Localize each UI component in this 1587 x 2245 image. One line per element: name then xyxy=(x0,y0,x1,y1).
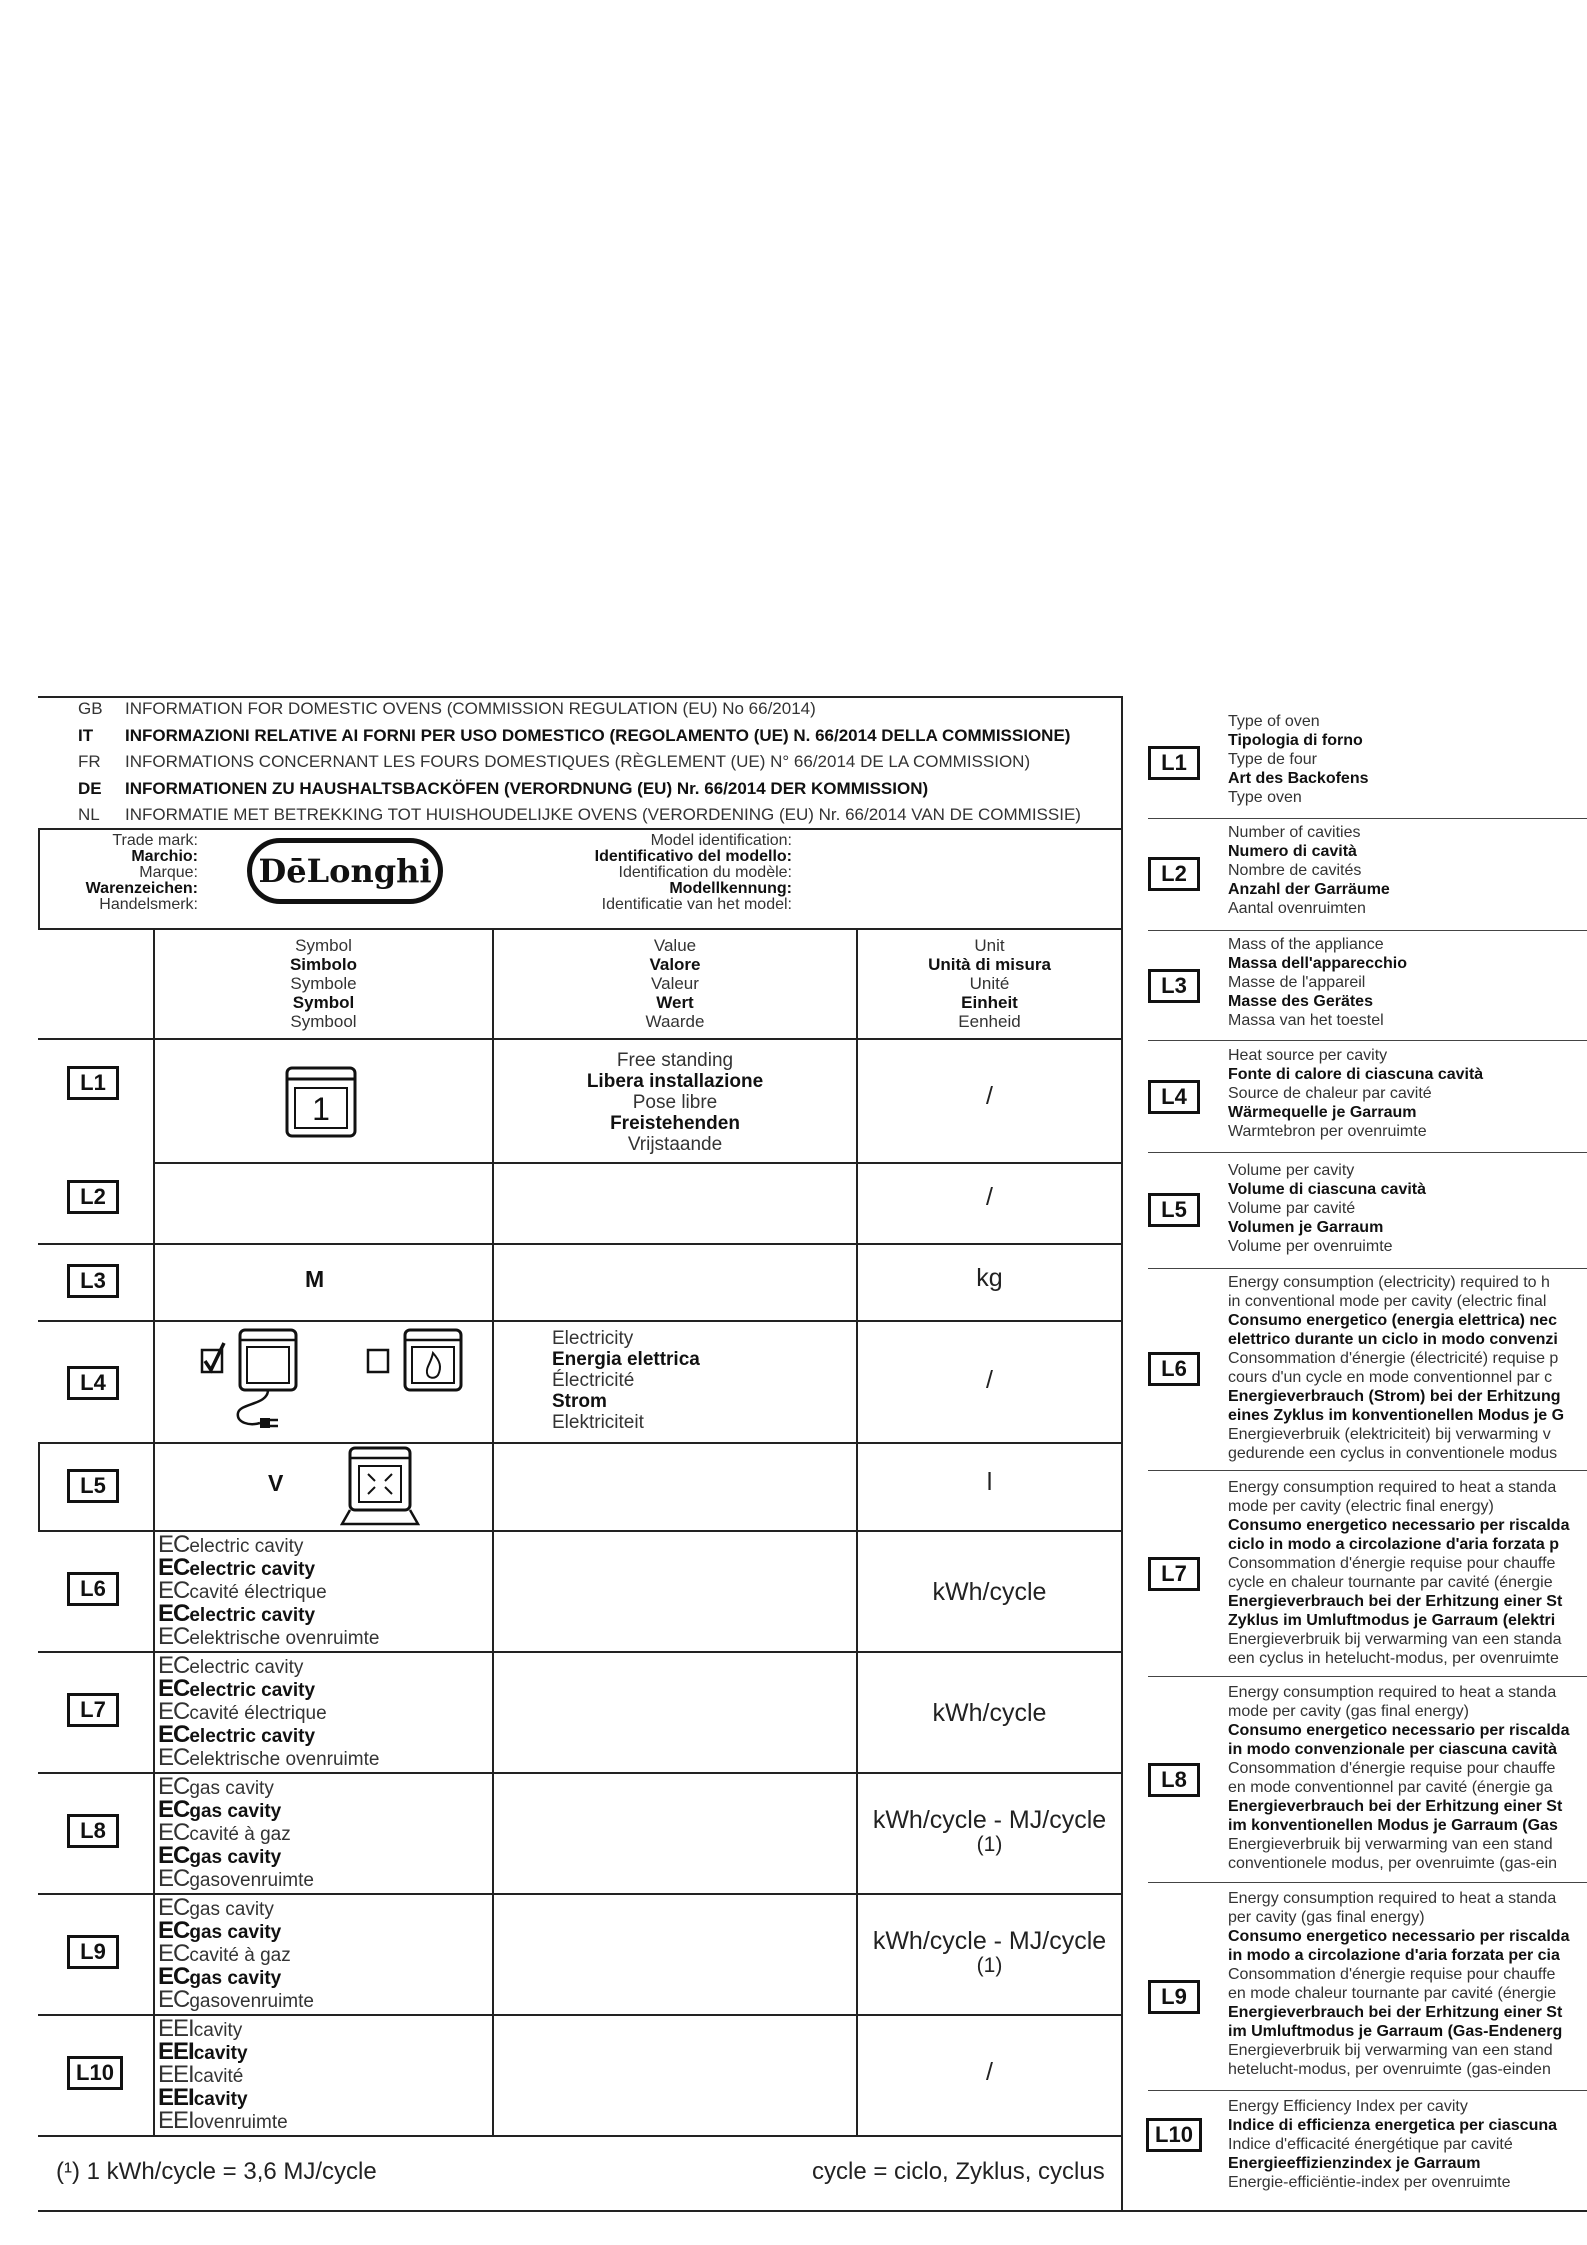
rule-l9 xyxy=(38,2014,1123,2016)
legend-line: Type of oven xyxy=(1228,713,1320,730)
model-gb: Model identification: xyxy=(650,832,792,849)
legend-text-l2 xyxy=(1228,823,1587,918)
ec-line xyxy=(158,1865,314,1892)
ec-suffix: cavité électrique xyxy=(189,1582,327,1603)
rule-l6 xyxy=(38,1651,1123,1653)
l1-value-de: Freistehenden xyxy=(610,1113,740,1134)
legend-label-l5: L5 xyxy=(1148,1193,1200,1227)
legend-line: cycle en chaleur tournante par cavité (énergie xyxy=(1228,1574,1553,1591)
legend-line: Massa dell'apparecchio xyxy=(1228,955,1407,972)
trademark-nl: Handelsmerk: xyxy=(99,896,198,913)
legend-line: Volume per cavity xyxy=(1228,1162,1355,1179)
ec-suffix: electric cavity xyxy=(189,1657,304,1678)
row-label-l9: L9 xyxy=(67,1935,119,1969)
rule-l1 xyxy=(153,1162,1123,1164)
legend-text-l1 xyxy=(1228,712,1587,807)
legend-line: Energieverbruik bij verwarming van een standa xyxy=(1228,1631,1562,1648)
ec-prefix: EC xyxy=(158,1721,190,1748)
ec-line xyxy=(158,1986,314,2013)
ec-suffix: gasovenruimte xyxy=(189,1870,314,1891)
l5-unit: l xyxy=(986,1468,993,1496)
col-symbol-de: Symbol xyxy=(292,993,355,1012)
legend-label-l4: L4 xyxy=(1148,1080,1200,1114)
lang-code: IT xyxy=(78,726,94,745)
legend-line: Energy consumption required to heat a standa xyxy=(1228,1479,1557,1496)
legend-line: Energy Efficiency Index per cavity xyxy=(1228,2098,1468,2115)
legend-separator xyxy=(1148,1040,1587,1041)
l8-footnote-ref: (1) xyxy=(976,1833,1003,1856)
ec-suffix: cavité électrique xyxy=(189,1703,327,1724)
legend-line: hetelucht-modus, per ovenruimte (gas-einden xyxy=(1228,2061,1551,2078)
legend-line: Mass of the appliance xyxy=(1228,936,1384,953)
ec-prefix: EC xyxy=(158,1675,190,1702)
top-rule xyxy=(38,696,1123,698)
ec-line xyxy=(158,1531,379,1558)
eei-suffix: ovenruimte xyxy=(193,2112,288,2133)
legend-line: ciclo in modo a circolazione d'aria forzata p xyxy=(1228,1536,1559,1553)
legend-text-l8 xyxy=(1228,1683,1587,1873)
legend-line: Energieverbruik (elektriciteit) bij verwarming v xyxy=(1228,1426,1551,1443)
legend-text-l7 xyxy=(1228,1478,1587,1668)
legend-line: eines Zyklus im konventionellen Modus je G xyxy=(1228,1407,1565,1424)
legend-line: Masse de l'appareil xyxy=(1228,974,1366,991)
ec-suffix: electric cavity xyxy=(189,1605,316,1626)
legend-line: Energy consumption required to heat a standa xyxy=(1228,1684,1557,1701)
legend-line: in conventional mode per cavity (electric final xyxy=(1228,1293,1547,1310)
ec-prefix: EC xyxy=(158,1531,190,1558)
ec-suffix: electric cavity xyxy=(189,1680,316,1701)
l10-unit: / xyxy=(986,2058,993,2086)
legend-line: elettrico durante un ciclo in modo convenzi xyxy=(1228,1331,1558,1348)
l4-unit: / xyxy=(986,1366,993,1394)
ec-prefix: EC xyxy=(158,1600,190,1627)
legend-line: Energieverbrauch bei der Erhitzung einer St xyxy=(1228,1798,1563,1815)
col-symbol-it: Simbolo xyxy=(289,955,358,974)
legend-line: Warmtebron per ovenruimte xyxy=(1228,1123,1427,1140)
legend-line: Consumo energetico necessario per riscalda xyxy=(1228,1517,1570,1534)
rule-l7 xyxy=(38,1772,1123,1774)
col-unit-nl: Eenheid xyxy=(958,1012,1021,1031)
row-label-l10: L10 xyxy=(67,2056,123,2090)
l4-value-nl: Elektriciteit xyxy=(552,1412,644,1433)
eei-line xyxy=(158,2107,288,2134)
legend-line: Energieverbruik bij verwarming van een stand xyxy=(1228,2042,1553,2059)
ec-suffix: gas cavity xyxy=(189,1968,282,1989)
l6-unit: kWh/cycle xyxy=(932,1578,1047,1606)
lang-code: DE xyxy=(78,779,102,798)
right-panel-divider xyxy=(1121,696,1123,2210)
ec-prefix: EC xyxy=(158,1842,190,1869)
ec-prefix: EC xyxy=(158,1577,190,1604)
legend-separator xyxy=(1148,1152,1587,1153)
eei-suffix: cavity xyxy=(193,2020,243,2041)
l7-symbols xyxy=(158,1652,380,1771)
ec-line xyxy=(158,1744,380,1771)
legend-text-l9 xyxy=(1228,1889,1587,2079)
col-head-symbol xyxy=(155,936,492,1031)
l4-value-de: Strom xyxy=(552,1391,607,1412)
eei-prefix: EEI xyxy=(158,2107,194,2134)
ec-prefix: EC xyxy=(158,1773,190,1800)
header-line-fr xyxy=(38,748,1118,775)
header-text: INFORMAZIONI RELATIVE AI FORNI PER USO DOMESTICO (REGOLAMENTO (UE) N. 66/2014 DELLA COMMISSIONE) xyxy=(125,726,1071,745)
oven-type-icon xyxy=(285,1066,357,1138)
rule-l5 xyxy=(38,1530,1123,1532)
col-symbol-fr: Symbole xyxy=(290,974,357,993)
legend-line: Number of cavities xyxy=(1228,824,1361,841)
legend-line: en mode conventionnel par cavité (énergie ga xyxy=(1228,1779,1553,1796)
ec-line xyxy=(158,1652,379,1679)
legend-line: en mode chaleur tournante par cavité (énergie xyxy=(1228,1985,1557,2002)
col-value-it: Valore xyxy=(649,955,701,974)
l9-footnote-ref: (1) xyxy=(976,1954,1003,1977)
ec-suffix: electric cavity xyxy=(189,1536,304,1557)
legend-line: Consommation d'énergie requise pour chauffe xyxy=(1228,1555,1556,1572)
col-unit-gb: Unit xyxy=(974,936,1005,955)
legend-line: Indice d'efficacité énergétique par cavité xyxy=(1228,2136,1513,2153)
volume-oven-icon xyxy=(340,1446,420,1528)
legend-line: in modo convenzionale per ciascuna cavità xyxy=(1228,1741,1557,1758)
l10-symbols xyxy=(158,2015,288,2134)
col-value-fr: Valeur xyxy=(651,974,699,993)
ec-prefix: EC xyxy=(158,1819,190,1846)
row-label-l8: L8 xyxy=(67,1814,119,1848)
legend-line: Anzahl der Garräume xyxy=(1228,881,1390,898)
legend-line: Aantal ovenruimten xyxy=(1228,900,1366,917)
l9-symbols xyxy=(158,1894,314,2013)
header-text: INFORMATION FOR DOMESTIC OVENS (COMMISSION REGULATION (EU) No 66/2014) xyxy=(125,699,816,718)
legend-label-l6: L6 xyxy=(1148,1352,1200,1386)
ec-prefix: EC xyxy=(158,1986,190,2013)
l4-value-gb: Electricity xyxy=(552,1328,634,1349)
legend-line: Consommation d'énergie requise pour chauffe xyxy=(1228,1966,1556,1983)
legend-line: mode per cavity (electric final energy) xyxy=(1228,1498,1494,1515)
col-divider-1 xyxy=(153,928,155,2135)
row-label-l1: L1 xyxy=(67,1066,119,1100)
eei-suffix: cavité xyxy=(193,2066,244,2087)
legend-text-l3 xyxy=(1228,935,1587,1030)
row-label-l4: L4 xyxy=(67,1366,119,1400)
l4-value xyxy=(552,1328,700,1433)
legend-separator xyxy=(1148,1470,1587,1471)
trademark-fr: Marque: xyxy=(139,864,198,881)
col-unit-de: Einheit xyxy=(961,993,1018,1012)
trademark-gb: Trade mark: xyxy=(112,832,198,849)
legend-line: Energy consumption (electricity) required to h xyxy=(1228,1274,1550,1291)
legend-label-l3: L3 xyxy=(1148,969,1200,1003)
legend-separator xyxy=(1148,1676,1587,1677)
legend-line: Volumen je Garraum xyxy=(1228,1219,1384,1236)
legend-separator xyxy=(1148,930,1587,931)
col-symbol-gb: Symbol xyxy=(295,936,352,955)
legend-line: Consumo energetico (energia elettrica) nec xyxy=(1228,1312,1557,1329)
l4-value-fr: Électricité xyxy=(552,1370,635,1391)
header-line-gb xyxy=(38,695,1118,722)
trademark-labels xyxy=(40,833,198,913)
lang-code: FR xyxy=(78,752,101,771)
legend-separator xyxy=(1148,2090,1587,2091)
legend-line: im konventionellen Modus je Garraum (Gas xyxy=(1228,1817,1558,1834)
l8-symbols xyxy=(158,1773,314,1892)
legend-line: Heat source per cavity xyxy=(1228,1047,1388,1064)
rule-l2 xyxy=(38,1243,1123,1245)
rule-below-brand xyxy=(38,928,1123,930)
legend-line: Type oven xyxy=(1228,789,1302,806)
l6-symbols xyxy=(158,1531,380,1650)
header-text: INFORMATIONS CONCERNANT LES FOURS DOMESTIQUES (RÈGLEMENT (UE) N° 66/2014 DE LA COMMISSION) xyxy=(125,752,1031,771)
eei-prefix: EEI xyxy=(158,2084,194,2111)
legend-text-l6 xyxy=(1228,1273,1587,1463)
legend-line: Zyklus im Umluftmodus je Garraum (elektri xyxy=(1228,1612,1556,1629)
l7-unit: kWh/cycle xyxy=(932,1699,1047,1727)
ec-line xyxy=(158,1675,379,1702)
model-nl: Identificatie van het model: xyxy=(601,896,792,913)
ec-suffix: gas cavity xyxy=(189,1922,282,1943)
ec-suffix: elektrische ovenruimte xyxy=(189,1749,380,1770)
col-symbol-nl: Symbool xyxy=(290,1012,357,1031)
col-value-nl: Waarde xyxy=(645,1012,705,1031)
rule-below-colheads xyxy=(38,1038,1123,1040)
trademark-de: Warenzeichen: xyxy=(85,880,198,897)
ec-line xyxy=(158,1698,379,1725)
legend-line: Indice di efficienza energetica per ciascuna xyxy=(1228,2117,1558,2134)
eei-suffix: cavity xyxy=(193,2089,248,2110)
l3-unit: kg xyxy=(976,1264,1003,1292)
legend-separator xyxy=(1148,818,1587,819)
legend-label-l10: L10 xyxy=(1146,2118,1202,2152)
l9-unit-text: kWh/cycle - MJ/cycle xyxy=(872,1927,1107,1955)
ec-line xyxy=(158,1600,379,1627)
header-line-de xyxy=(38,775,1118,802)
legend-label-l2: L2 xyxy=(1148,857,1200,891)
legend-line: mode per cavity (gas final energy) xyxy=(1228,1703,1469,1720)
footnote-cycle: cycle = ciclo, Zyklus, cyclus xyxy=(812,2158,1105,2185)
col-unit-it: Unità di misura xyxy=(928,955,1051,974)
row-label-l2: L2 xyxy=(67,1180,119,1214)
legend-line: conventionele modus, per ovenruimte (gas-ein xyxy=(1228,1855,1558,1872)
ec-prefix: EC xyxy=(158,1940,190,1967)
ec-suffix: elektrische ovenruimte xyxy=(189,1628,380,1649)
col-value-gb: Value xyxy=(653,936,697,955)
legend-line: Numero di cavità xyxy=(1228,843,1357,860)
ec-prefix: EC xyxy=(158,1796,190,1823)
ec-line xyxy=(158,1623,380,1650)
heat-source-icons xyxy=(200,1325,465,1440)
header-text: INFORMATIONEN ZU HAUSHALTSBACKÖFEN (VERORDNUNG (EU) Nr. 66/2014 DER KOMMISSION) xyxy=(125,779,929,798)
legend-line: im Umluftmodus je Garraum (Gas-Endenerg xyxy=(1228,2023,1563,2040)
ec-prefix: EC xyxy=(158,1917,190,1944)
model-it: Identificativo del modello: xyxy=(594,848,792,865)
row-label-l6: L6 xyxy=(67,1572,119,1606)
ec-prefix: EC xyxy=(158,1894,190,1921)
legend-line: Massa van het toestel xyxy=(1228,1012,1384,1029)
legend-line: Energieverbrauch bei der Erhitzung einer St xyxy=(1228,1593,1563,1610)
legend-line: cours d'un cycle en mode conventionnel par c xyxy=(1228,1369,1553,1386)
eei-suffix: cavity xyxy=(193,2043,248,2064)
eei-prefix: EEI xyxy=(158,2015,194,2042)
ec-suffix: gas cavity xyxy=(189,1899,274,1920)
ec-suffix: cavité à gaz xyxy=(189,1945,291,1966)
col-value-de: Wert xyxy=(656,993,694,1012)
l3-symbol: M xyxy=(305,1266,325,1292)
header-line-nl xyxy=(38,801,1118,828)
legend-line: Consommation d'énergie (électricité) requise p xyxy=(1228,1350,1559,1367)
legend-line: per cavity (gas final energy) xyxy=(1228,1909,1425,1926)
ec-prefix: EC xyxy=(158,1698,190,1725)
ec-line xyxy=(158,1577,379,1604)
legend-label-l8: L8 xyxy=(1148,1763,1200,1797)
col-head-unit xyxy=(858,936,1121,1031)
ec-suffix: gas cavity xyxy=(189,1801,282,1822)
eei-prefix: EEI xyxy=(158,2038,194,2065)
ec-prefix: EC xyxy=(158,1744,190,1771)
row-label-l5: L5 xyxy=(67,1469,119,1503)
legend-line: Source de chaleur par cavité xyxy=(1228,1085,1432,1102)
l8-unit-text: kWh/cycle - MJ/cycle xyxy=(872,1806,1107,1834)
ec-line xyxy=(158,1554,379,1581)
legend-line: Volume per ovenruimte xyxy=(1228,1238,1393,1255)
l1-value-gb: Free standing xyxy=(616,1050,734,1071)
l1-value-it: Libera installazione xyxy=(586,1071,764,1092)
legend-label-l1: L1 xyxy=(1148,746,1200,780)
l4-value-it: Energia elettrica xyxy=(552,1349,700,1370)
legend-line: Art des Backofens xyxy=(1228,770,1369,787)
legend-text-l5 xyxy=(1228,1161,1587,1256)
row-label-l3: L3 xyxy=(67,1264,119,1298)
legend-line: Consumo energetico necessario per riscalda xyxy=(1228,1928,1570,1945)
legend-line: Energie-efficiëntie-index per ovenruimte xyxy=(1228,2174,1511,2191)
legend-line: gedurende een cyclus in conventionele modus xyxy=(1228,1445,1558,1462)
model-de: Modellkennung: xyxy=(669,880,792,897)
legend-separator xyxy=(1148,1882,1587,1883)
delonghi-logo: DēLonghi xyxy=(247,838,443,904)
legend-label-l7: L7 xyxy=(1148,1557,1200,1591)
footnote-conversion: (¹) 1 kWh/cycle = 3,6 MJ/cycle xyxy=(56,2158,377,2185)
legend-line: Consumo energetico necessario per riscalda xyxy=(1228,1722,1570,1739)
l1-unit: / xyxy=(986,1082,993,1110)
ec-line xyxy=(158,1721,379,1748)
l9-unit xyxy=(858,1927,1121,1977)
legend-line: Energieverbruik bij verwarming van een stand xyxy=(1228,1836,1553,1853)
l8-unit xyxy=(858,1806,1121,1856)
legend-line: Tipologia di forno xyxy=(1228,732,1363,749)
legend-line: Type de four xyxy=(1228,751,1317,768)
rule-l3 xyxy=(38,1320,1123,1322)
legend-line: in modo a circolazione d'aria forzata per cia xyxy=(1228,1947,1560,1964)
legend-line: een cyclus in hetelucht-modus, per ovenruimte xyxy=(1228,1650,1559,1667)
oven-type-number: 1 xyxy=(312,1091,330,1127)
ec-suffix: gas cavity xyxy=(189,1778,274,1799)
legend-line: Wärmequelle je Garraum xyxy=(1228,1104,1417,1121)
col-unit-fr: Unité xyxy=(969,974,1010,993)
l1-value xyxy=(494,1050,856,1155)
model-fr: Identification du modèle: xyxy=(618,864,792,881)
legend-label-l9: L9 xyxy=(1148,1980,1200,2014)
legend-line: Consommation d'énergie requise pour chauffe xyxy=(1228,1760,1556,1777)
rule-below-header xyxy=(38,828,1123,830)
lang-code: NL xyxy=(78,805,100,824)
legend-line: Fonte di calore di ciascuna cavità xyxy=(1228,1066,1484,1083)
header-text: INFORMATIE MET BETREKKING TOT HUISHOUDELIJKE OVENS (VERORDENING (EU) Nr. 66/2014 VAN DE COMMISSIE) xyxy=(125,805,1081,824)
l5-symbol: V xyxy=(268,1470,284,1496)
ec-prefix: EC xyxy=(158,1623,190,1650)
ec-suffix: electric cavity xyxy=(189,1726,316,1747)
l2-unit: / xyxy=(986,1183,993,1211)
ec-suffix: gasovenruimte xyxy=(189,1991,314,2012)
legend-text-l10 xyxy=(1228,2097,1587,2192)
legend-line: Nombre de cavités xyxy=(1228,862,1362,879)
left-border-l5 xyxy=(38,1442,40,1530)
header-line-it xyxy=(38,722,1118,749)
legend-separator xyxy=(1148,1268,1587,1269)
legend-line: Energieverbrauch (Strom) bei der Erhitzung xyxy=(1228,1388,1561,1405)
l1-value-fr: Pose libre xyxy=(632,1092,718,1113)
rule-l4 xyxy=(38,1442,1123,1444)
ec-prefix: EC xyxy=(158,1554,190,1581)
model-identification-labels xyxy=(500,833,792,913)
legend-line: Masse des Gerätes xyxy=(1228,993,1373,1010)
ec-prefix: EC xyxy=(158,1963,190,1990)
legend-line: Energieeffizienzindex je Garraum xyxy=(1228,2155,1481,2172)
trademark-it: Marchio: xyxy=(131,848,198,865)
eei-prefix: EEI xyxy=(158,2061,194,2088)
ec-suffix: gas cavity xyxy=(189,1847,282,1868)
lang-code: GB xyxy=(78,699,103,718)
row-label-l7: L7 xyxy=(67,1693,119,1727)
legend-line: Energy consumption required to heat a standa xyxy=(1228,1890,1557,1907)
ec-prefix: EC xyxy=(158,1865,190,1892)
legend-line: Energieverbrauch bei der Erhitzung einer St xyxy=(1228,2004,1563,2021)
rule-l10 xyxy=(38,2135,1123,2137)
ec-suffix: cavité à gaz xyxy=(189,1824,291,1845)
legend-line: Volume par cavité xyxy=(1228,1200,1356,1217)
ec-suffix: electric cavity xyxy=(189,1559,316,1580)
ec-prefix: EC xyxy=(158,1652,190,1679)
legend-line: Volume di ciascuna cavità xyxy=(1228,1181,1427,1198)
l1-value-nl: Vrijstaande xyxy=(627,1134,723,1155)
bottom-rule xyxy=(38,2210,1587,2212)
col-head-value xyxy=(494,936,856,1031)
legend-text-l4 xyxy=(1228,1046,1587,1141)
rule-l8 xyxy=(38,1893,1123,1895)
